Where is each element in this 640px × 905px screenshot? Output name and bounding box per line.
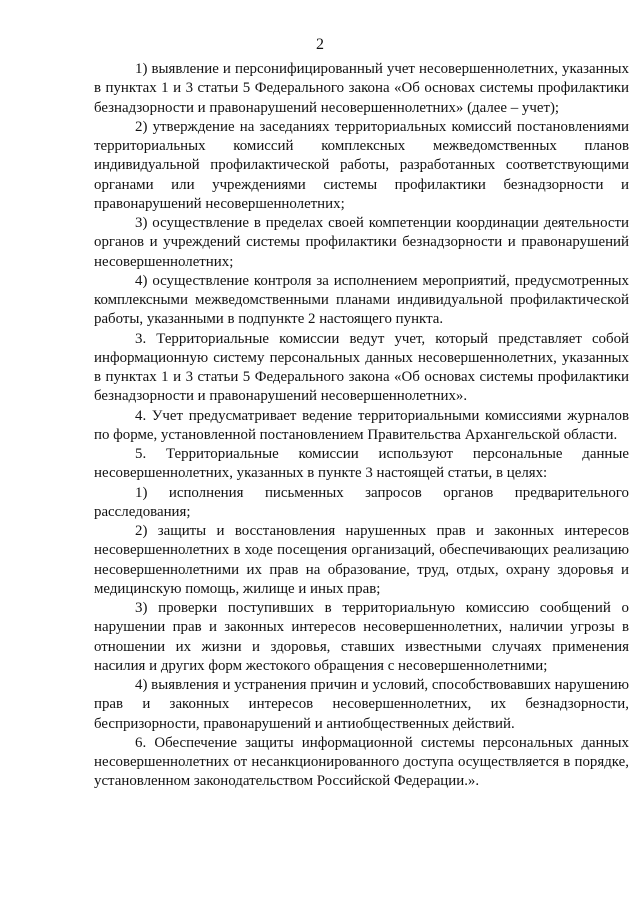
paragraph: 5. Территориальные комиссии используют персональные данные несовершеннолетних, указанных в пункте 3 настоящей статьи, в целях: xyxy=(94,446,629,482)
paragraph: 3. Территориальные комиссии ведут учет, который представляет собой информационную систему персональных данных несовершеннолетних, указанных в пунктах 1 и 3 статьи 5 Федерального закона «Об основах системы профилактики безнадзорности и правонарушений несовершеннолетних». xyxy=(94,330,629,405)
list-item: 1) исполнения письменных запросов органов предварительного расследования; xyxy=(94,484,629,520)
list-item: 3) проверки поступивших в территориальную комиссию сообщений о нарушении прав и законных интересов несовершеннолетних, наличии угрозы в отношении их жизни и здоровья, ставших известными случаях применения насилия и других форм жестокого обращения с несовершеннолетними; xyxy=(94,600,629,674)
paragraph: 6. Обеспечение защиты информационной системы персональных данных несовершеннолетних от несанкционированного доступа осуществляется в порядке, установленном законодательством Российской Федерации.». xyxy=(94,734,629,790)
list-item: 4) осуществление контроля за исполнением мероприятий, предусмотренных комплексными межведомственными планами индивидуальной профилактической работы, указанными в подпункте 2 настоящего пункта. xyxy=(94,272,629,328)
list-item: 2) защиты и восстановления нарушенных прав и законных интересов несовершеннолетних в ходе посещения организаций, обеспечивающих реализацию несовершеннолетними их прав на образование, труд, отдых, охрану здоровья и медицинскую помощь, жилище и иных прав; xyxy=(94,523,629,597)
list-item: 2) утверждение на заседаниях территориальных комиссий постановлениями территориальных комиссий комплексных межведомственных планов индивидуальной профилактической работы, разработанных соответствующими органами или учреждениями системы профилактики безнадзорности и правонарушений несовершеннолетних; xyxy=(94,118,629,212)
document-body xyxy=(94,60,629,792)
page-number: 2 xyxy=(316,36,324,53)
list-item: 1) выявление и персонифицированный учет несовершеннолетних, указанных в пунктах 1 и 3 статьи 5 Федерального закона «Об основах системы профилактики безнадзорности и правонарушений несовершеннолетних» (далее – учет); xyxy=(94,61,629,116)
paragraph: 4. Учет предусматривает ведение территориальными комиссиями журналов по форме, установленной постановлением Правительства Архангельской области. xyxy=(94,407,629,443)
list-item: 4) выявления и устранения причин и условий, способствовавших нарушению прав и законных интересов несовершеннолетних, их безнадзорности, беспризорности, правонарушений и антиобщественных действий. xyxy=(94,677,629,732)
list-item: 3) осуществление в пределах своей компетенции координации деятельности органов и учреждений системы профилактики безнадзорности и правонарушений несовершеннолетних; xyxy=(94,215,629,270)
